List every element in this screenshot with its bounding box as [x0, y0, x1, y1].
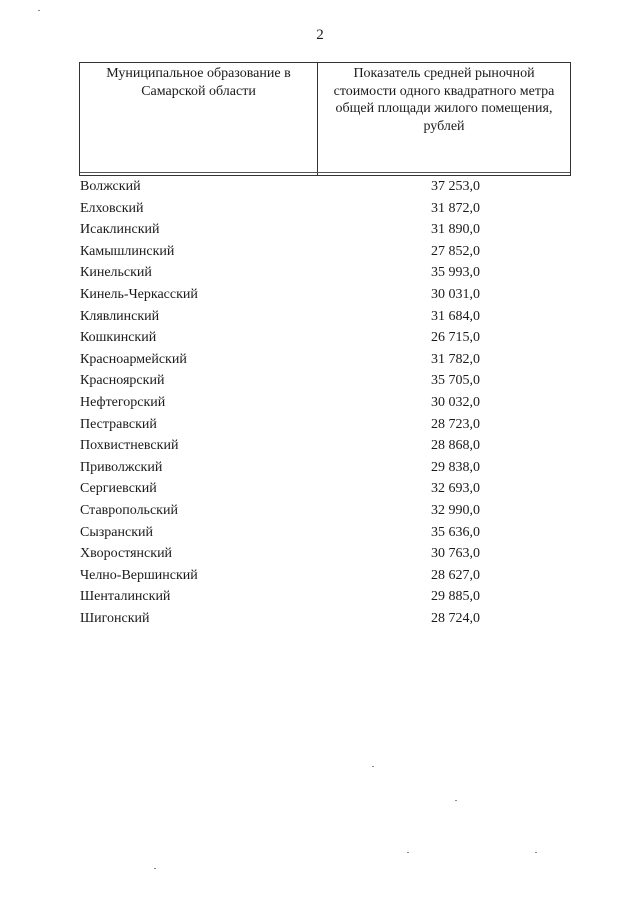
table-row [80, 478, 480, 500]
table-row [80, 392, 480, 414]
table-row [80, 565, 480, 587]
municipality-name: Нефтегорский [80, 394, 166, 410]
price-value: 35 993,0 [431, 265, 480, 281]
table-row [80, 262, 480, 284]
table-row [80, 586, 480, 608]
table-row [80, 284, 480, 306]
price-value: 28 627,0 [431, 567, 480, 583]
price-value: 32 693,0 [431, 481, 480, 497]
price-value: 28 868,0 [431, 438, 480, 454]
header-indicator: Показатель средней рыночной стоимости одного квадратного метра общей площади жилого помещения, рублей [333, 66, 555, 134]
municipality-name: Кинельский [80, 265, 152, 281]
municipality-name: Шигонский [80, 610, 150, 626]
municipality-name: Камышлинский [80, 243, 175, 259]
municipality-name: Похвистневский [80, 438, 179, 454]
table-row [80, 500, 480, 522]
price-value: 35 705,0 [431, 373, 480, 389]
municipality-name: Ставропольский [80, 502, 178, 518]
table-header [79, 62, 571, 176]
table-row [80, 198, 480, 220]
price-value: 31 782,0 [431, 351, 480, 367]
price-value: 31 684,0 [431, 308, 480, 324]
table-body [80, 176, 480, 629]
price-value: 30 031,0 [431, 286, 480, 302]
table-row [80, 457, 480, 479]
municipality-name: Кинель-Черкасский [80, 286, 198, 302]
municipality-name: Исаклинский [80, 222, 160, 238]
price-value: 28 724,0 [431, 610, 480, 626]
scan-speck [407, 852, 409, 853]
table-row [80, 306, 480, 328]
page-number: 2 [316, 27, 324, 43]
scan-speck [455, 800, 457, 801]
table-row [80, 327, 480, 349]
scan-speck [154, 868, 156, 869]
municipality-name: Сызранский [80, 524, 153, 540]
price-value: 29 838,0 [431, 459, 480, 475]
municipality-name: Хворостянский [80, 546, 173, 562]
table-row [80, 522, 480, 544]
price-value: 31 890,0 [431, 222, 480, 238]
municipality-name: Пестравский [80, 416, 157, 432]
table-row [80, 414, 480, 436]
municipality-name: Клявлинский [80, 308, 160, 324]
municipality-name: Сергиевский [80, 481, 157, 497]
scan-speck [38, 10, 40, 11]
table-row [80, 241, 480, 263]
municipality-name: Елховский [80, 200, 144, 216]
municipality-name: Волжский [80, 179, 141, 194]
table-row [80, 219, 480, 241]
table-row [80, 543, 480, 565]
municipality-name: Кошкинский [80, 330, 157, 346]
price-value: 37 253,0 [431, 179, 480, 194]
scan-speck [372, 766, 374, 767]
price-value: 35 636,0 [431, 524, 480, 540]
price-value: 31 872,0 [431, 200, 480, 216]
table-row [80, 349, 480, 371]
scan-speck [535, 852, 537, 853]
price-value: 32 990,0 [431, 502, 480, 518]
municipality-name: Шенталинский [80, 589, 171, 605]
municipality-name: Приволжский [80, 459, 163, 475]
price-value: 27 852,0 [431, 243, 480, 259]
header-municipality: Муниципальное образование в Самарской области [80, 63, 318, 175]
table-row [80, 435, 480, 457]
table-row [80, 176, 480, 198]
table-row [80, 370, 480, 392]
price-value: 29 885,0 [431, 589, 480, 605]
price-value: 28 723,0 [431, 416, 480, 432]
price-value: 30 763,0 [431, 546, 480, 562]
municipality-name: Челно-Вершинский [80, 567, 198, 583]
table-row [80, 608, 480, 630]
municipality-name: Красноармейский [80, 351, 187, 367]
price-value: 26 715,0 [431, 330, 480, 346]
municipality-name: Красноярский [80, 373, 165, 389]
price-value: 30 032,0 [431, 394, 480, 410]
